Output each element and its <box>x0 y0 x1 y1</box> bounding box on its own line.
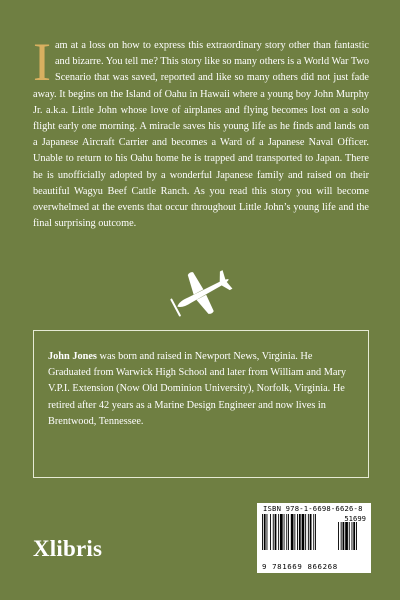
isbn-label: ISBN 978-1-6698-6626-8 <box>263 504 363 513</box>
barcode-addon-bar <box>345 522 348 550</box>
barcode-addon-bar <box>338 522 339 550</box>
author-bio-text: was born and raised in Newport News, Virginia. He Graduated from Warwick High School and later from William and Mary V.P.I. Extension (Now Old Dominion University), Norfolk, Virginia. He retired after 42 years as a Marine Design Engineer and now lives in Brentwood, Tennessee. <box>48 351 347 427</box>
barcode-addon-bar <box>343 522 345 550</box>
barcode-bar <box>284 514 285 550</box>
barcode-bar <box>310 514 312 550</box>
barcode-bar <box>280 514 283 550</box>
back-cover-blurb <box>33 32 369 232</box>
barcode-bar <box>286 514 287 550</box>
barcode-bar <box>302 514 305 550</box>
barcode-bar <box>270 514 271 550</box>
isbn-addon: 51699 <box>344 514 366 523</box>
barcode-bar <box>264 514 266 550</box>
barcode-bar <box>297 514 298 550</box>
author-name: John Jones <box>48 351 97 362</box>
barcode-addon-bar <box>341 522 342 550</box>
isbn-barcode <box>257 503 371 573</box>
barcode-bar <box>305 514 306 550</box>
airplane-icon <box>168 268 238 318</box>
barcode-bar <box>315 514 316 550</box>
barcode-addon-bar <box>349 522 350 550</box>
barcode-bar <box>299 514 301 550</box>
publisher-logo: Xlibris <box>33 536 103 561</box>
barcode-addon-bar <box>353 522 355 550</box>
barcode-bar <box>273 514 274 550</box>
barcode-bar <box>308 514 309 550</box>
barcode-bar <box>262 514 263 550</box>
barcode-addon-bar <box>352 522 353 550</box>
barcode-bar <box>313 514 314 550</box>
isbn-digits: 9 781669 866268 <box>262 562 338 571</box>
barcode-bar <box>275 514 277 550</box>
barcode-bar <box>288 514 289 550</box>
barcode-bar <box>278 514 279 550</box>
barcode-addon-bar <box>356 522 357 550</box>
blurb-text: am at a loss on how to express this extraordinary story other than fantastic and bizarre. You tell me? This story like so many others is a World War Two Scenario that was saved, reported and like so many others did not just fade away. It begins on the Island of Oahu in Hawaii where a young boy John Murphy Jr. a.k.a. Little John whose love of airplanes and flying becomes lost on a solo flight early one morning. A miracle saves his young life as he finds and lands on a Japanese Aircraft Carrier and becomes a Ward of a Japanese Naval Officer. Unable to return to his Oahu home he is trapped and transported to Japan. There he is unofficially adopted by a wonderful Japanese family and raised on their beautiful Wagyu Beef Cattle Ranch. As you read this story you will become overwhelmed at the events that occur throughout Little John’s young life and the final surprising outcome. <box>33 40 369 230</box>
barcode-bar <box>291 514 294 550</box>
barcode-bar <box>267 514 268 550</box>
barcode-bar <box>294 514 295 550</box>
author-bio <box>33 330 369 478</box>
drop-cap: I <box>33 32 51 92</box>
